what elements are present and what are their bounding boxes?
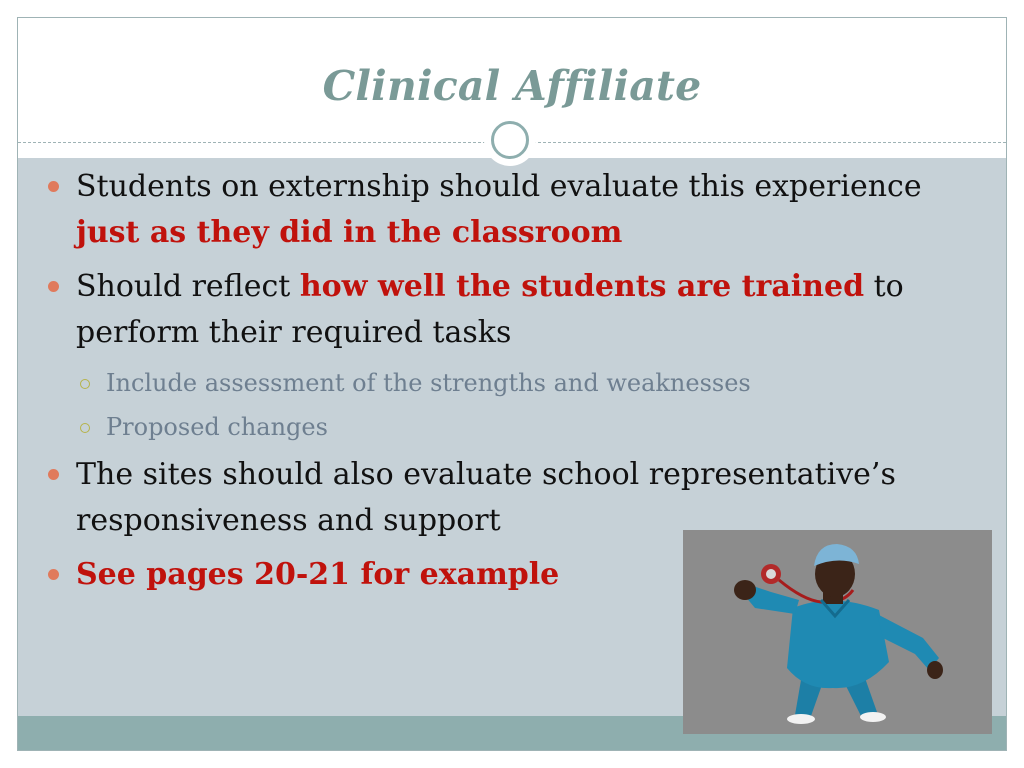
bullet-dot-icon xyxy=(48,281,59,292)
slide xyxy=(17,17,1007,751)
slide-title: Clinical Affiliate xyxy=(322,62,702,110)
sub-bullet-text: Proposed changes xyxy=(106,413,328,441)
sub-bullet-ring-icon xyxy=(80,423,90,433)
bullet-highlight: just as they did in the classroom xyxy=(76,215,623,250)
bullet-dot-icon xyxy=(48,569,59,580)
bullet-text: Should reflect xyxy=(76,269,300,304)
bullet-text-after: to perform their required tasks xyxy=(76,269,904,350)
sub-bullet-text: Include assessment of the strengths and weaknesses xyxy=(106,369,751,397)
circle-ornament-icon xyxy=(484,114,536,166)
ornament-ring xyxy=(491,121,529,159)
sub-bullet-ring-icon xyxy=(80,379,90,389)
medical-worker-icon xyxy=(683,530,992,734)
sub-bullet-item xyxy=(48,408,988,446)
bullet-text: Students on externship should evaluate this experience xyxy=(76,169,922,204)
bullet-item xyxy=(48,164,988,256)
bullet-highlight: how well the students are trained xyxy=(299,269,865,304)
bullet-dot-icon xyxy=(48,469,59,480)
bullet-highlight: See pages 20-21 for example xyxy=(76,557,560,592)
bullet-dot-icon xyxy=(48,181,59,192)
bullet-text: The sites should also evaluate school representative’s responsiveness and support xyxy=(76,457,896,538)
bullet-item xyxy=(48,264,988,356)
medical-worker-photo xyxy=(683,530,992,734)
sub-bullet-item xyxy=(48,364,988,402)
